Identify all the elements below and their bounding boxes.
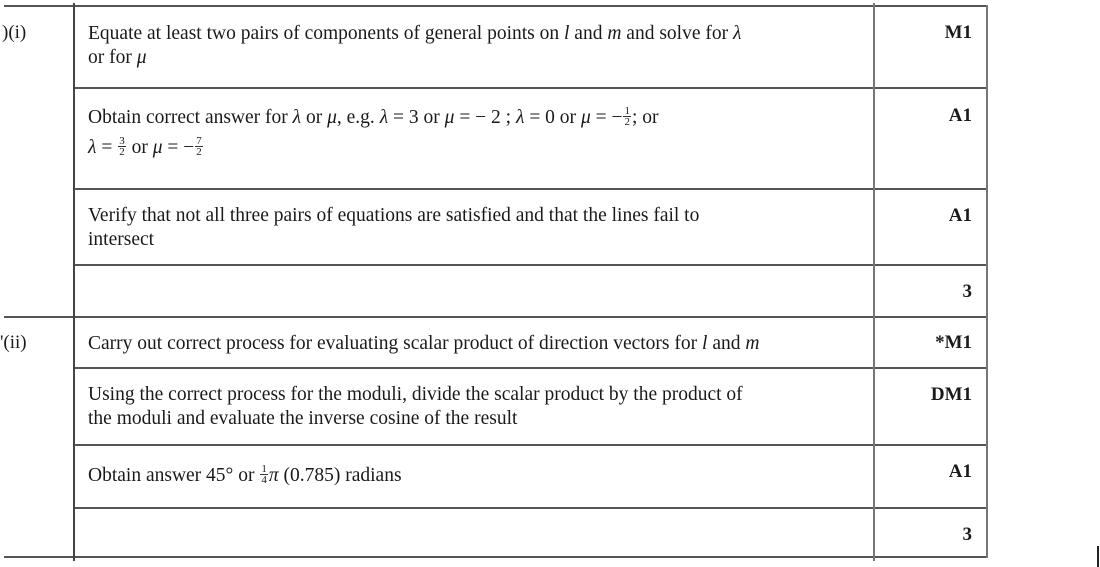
row-divider — [74, 367, 988, 369]
var-l: l — [564, 23, 570, 44]
fraction: $\frac{1}{4}$ — [261, 463, 267, 487]
fraction: $\frac{3}{2}$ — [119, 135, 125, 159]
criterion-text — [88, 383, 868, 431]
row-divider — [74, 444, 988, 446]
table-top-border — [4, 5, 988, 7]
criterion-line: intersect — [88, 229, 155, 250]
mark-cell: A1 — [948, 105, 972, 126]
criterion-text — [88, 464, 868, 488]
mark-cell: *M1 — [935, 332, 972, 353]
criterion-line: the moduli and evaluate the inverse cosine of the result — [88, 408, 518, 429]
text-cursor — [1097, 546, 1099, 567]
criterion-line: Obtain correct answer for λ or μ, e.g. λ = 3 or μ = − 2 ; λ = 0 or μ = − $\frac{1}{2}$ ; or — [88, 105, 659, 129]
part-label-ii: '(ii) — [0, 332, 27, 353]
criterion-text — [88, 332, 868, 356]
criterion-line: Using the correct process for the moduli, divide the scalar product by the product of — [88, 384, 743, 405]
label-column-border — [73, 3, 75, 561]
var-lambda: λ — [732, 23, 742, 44]
row-divider — [74, 507, 988, 509]
criterion-line: or for μ — [88, 47, 147, 68]
part-divider — [4, 316, 988, 318]
table-bottom-border — [4, 556, 988, 558]
mark-cell: M1 — [944, 22, 972, 43]
row-divider — [74, 264, 988, 266]
criterion-text — [88, 204, 868, 252]
criterion-text — [88, 106, 868, 160]
fraction: $\frac{7}{2}$ — [196, 135, 202, 159]
subtotal-mark: 3 — [962, 281, 972, 302]
criterion-text — [88, 22, 868, 70]
criterion-line: Carry out correct process for evaluating scalar product of direction vectors for l and m — [88, 333, 760, 354]
var-m: m — [607, 23, 622, 44]
criterion-line: Obtain answer 45° or $\frac{1}{4}$ π (0.785) radians — [88, 463, 402, 487]
mark-cell: A1 — [948, 205, 972, 226]
marks-column-right-border — [986, 5, 988, 558]
criterion-line: Equate at least two pairs of components of general points on l and m and solve for λ — [88, 23, 742, 44]
mark-cell: A1 — [948, 461, 972, 482]
criterion-line: λ = $\frac{3}{2}$ or μ = − $\frac{7}{2}$ — [88, 135, 202, 159]
row-divider — [74, 87, 988, 89]
marks-column-left-border — [873, 3, 875, 561]
subtotal-mark: 3 — [962, 524, 972, 545]
mark-cell: DM1 — [930, 384, 972, 405]
fraction: $\frac{1}{2}$ — [624, 105, 630, 129]
var-mu: μ — [136, 47, 147, 68]
row-divider — [74, 188, 988, 190]
part-label-i: )(i) — [2, 22, 27, 43]
criterion-line: Verify that not all three pairs of equations are satisfied and that the lines fail to — [88, 205, 700, 226]
